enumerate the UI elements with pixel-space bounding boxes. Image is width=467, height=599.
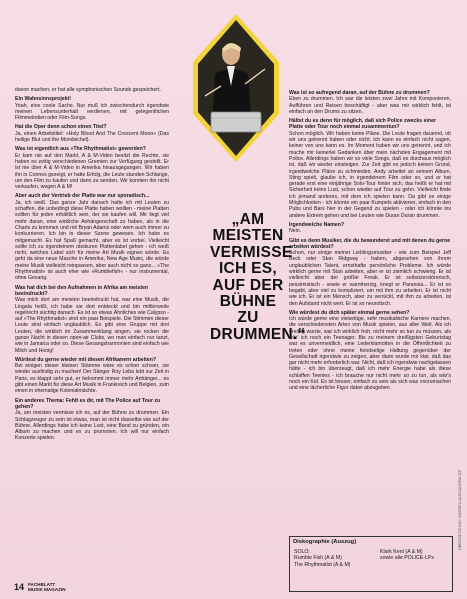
- qa-block: [15, 146, 169, 190]
- discography-item: Rumble Fish (A & M): [294, 555, 342, 562]
- qa-block: [15, 398, 169, 442]
- magazine-name: [28, 582, 66, 592]
- discography-item: SOLO:: [294, 549, 310, 555]
- discography-left-list: [294, 549, 351, 568]
- answer: Schon möglich. Wir haben keine Pläne. Die Leute fragen dauernd, ob wir uns getrennt haben oder nicht. Ich kann es einfach nicht sagen, keiner von uns kann es. Im Moment haben wir uns getrennt, und ich mache mir keinerlei Gedanken über mein nächstes Engagement mit Police. Allerdings haben wir so viele Songs, daß es durchaus möglich ist, daß wir wieder einsteigen. Zur Zeit gibt es jedoch keinen Grund, irgendwelche Pläne zu schmieden. Andy arbeitet an seinem Album, Sting spielt, glaube ich, in irgendeinem Film oder so, und er hat gerade erst eine einjährige Solo-Tour hinter sich, das heißt er hat mit Sicherheit keine Lust, schon wieder auf Tour zu gehn. Vielleicht finde ich jemand anderes, mit dem ich spielen kann. Da gibt es einige Möglichkeiten - ich könnte ein paar Kumpels aktivieren, einfach in den Pubs und Bars hier in der Gegend zu spielen - oder ich könnte ins andere Extrem gehen und bei Leuten wie Duran Duran drummen.: [289, 130, 451, 219]
- discography-title: Diskographie (Auszug): [293, 539, 357, 545]
- intro-paragraph: davon machen, er hat alle symphonischen Sounds gespeichert.: [15, 87, 161, 93]
- right-column: [289, 87, 451, 395]
- question: Ein anderes Thema: Fehlt es dir, mit The Police auf Tour zu gehen?: [15, 397, 161, 410]
- question: Ein Wahnsinnsprojekt!: [15, 96, 72, 103]
- magazine-name-line: MUSIK MAGAZIN: [28, 587, 66, 593]
- qa-block: [289, 310, 451, 392]
- answer: Nein.: [289, 228, 302, 235]
- answer: Eben zu drummen. Ich war die letzten zwei Jahre mit Komponieren, Aufführen und Reisen beschäftigt - aber was mir wirklich fehlt, ist einfach an den Drums zu sitzen.: [289, 96, 451, 115]
- left-column: [15, 87, 169, 445]
- answer: Bei einigen dieser kleinen Stämme wäre es schier schwer, sie wieder ausfindig zu machen! Der Sänger Roy Leba lebt zur Zeit in Paris, es klappt sehr gut, er bekommt immer mehr Anhänger... es gibt einen Markt für diese Art Musik in Frankreich und Belgien, zum einen in ehemalige Kolonialmächte.: [15, 363, 169, 395]
- question: Was hat dich bei den Aufnahmen in Afrika am meisten beeindruckt?: [15, 284, 149, 297]
- qa-block: [289, 222, 451, 235]
- answer: Was mich dort am meisten beeindruckt hat, war eine Musik, die Lingala heißt, ich habe sie dort entdeckt und bin mittlerweile regelrecht süchtig danach. Es ist so etwas Ähnliches wie Calypso - auf »The Rhythmatist« sind ein paar Beispiele. Die Stimmen dieser Leute sind einfach unglaublich. Es gibt eine Gruppe mit drei Leuten, die wirklich im Zusammenklang singen, sie rocken die ganze Nacht in diesen open-air Clubs, wo man einfach nur tanzt, wie in Jamaica oder so. Diese Gesangsharmonien sind einfach wie Milch und Honig!: [15, 297, 169, 354]
- qa-block: [289, 90, 451, 115]
- answer: Yeah, eine coole Sache. Nur muß ich zwischendurch irgendwie meinen Lebensunterhalt verdienen, mit gelegentlichen Filmmelodien oder Film-Songs.: [15, 102, 169, 122]
- qa-block: [15, 96, 169, 121]
- question: Gibt es denn Musiker, die du bewunderst und mit denen du gerne arbeiten würdest?: [289, 237, 451, 250]
- qa-block: [15, 357, 169, 395]
- question: Wie würdest du dich später einmal gerne sehen?: [289, 309, 410, 316]
- snare-drum-shape: [211, 112, 261, 132]
- answer: Ja, ich weiß. Das ganze Jahr danach hatte ich mit Leuten zu schaffen, die unbedingt diese Platte haben wollten - meine Platten sollten für jeden erhältlich sein, der sie kaufen will. Mir liegt viel mehr daran, eine wirkliche Anhängerschaft zu haben, als in die Charts zu kommen und mit Bryan Adams oder wem auch immer zu konkurrieren. Ich bin in dieser Szene gewesen. Ich habe es mitgemacht. Es hat Spaß gemacht, aber es ist vorbei. Vielleicht sollte ich zu irgendeinem obskuren Plattenlabel gehen - ich weiß nicht, welches Label sich für meine Art Musik eignen würde. Es geht da eine neue Masche in Amerika, New Age Music, die würde meine Musik vielleicht reinpassen, aber auch nicht so ganz... »The Rhythmatist« ist auch eher wie »Rumblefish« - nur instrumental, ohne Gesang.: [15, 199, 169, 282]
- answer: Er kam nie auf den Markt, A & M-Video besitzt die Rechte, sie haben es zeitig verschiedenen Gremien zur Verfügung gestellt. Er ist nie über A & M-Video in Amerika hinausgegangen. Wir haben ihn in Connes gezeigt, er hatte Erfolg, die Leute standen Schlange, um den Film zu kaufen und dann zu senden. Wir konnten ihn nicht verkaufen, wegen A & M!: [15, 152, 170, 191]
- question: Irgendwelche Namen?: [289, 221, 345, 228]
- discography-box: [289, 536, 453, 592]
- answer: Ja, am meisten vermisse ich es, auf der Bühne zu drummen. Ein Schlagzeuger zu sein ist etwas, man ist nicht dasselbe wie auf der Bühne. Allerdings habe ich keine Lust, eine Band zu gründen, ein Album zu machen und es zu promoten. Ich will nur einfach Konzerte spielen.: [15, 410, 169, 442]
- discography-item: The Rhythmatist (A & M): [294, 561, 351, 568]
- question: Hältst du es denn für möglich, daß sich Police zwecks einer Platte oder Tour noch einmal zusammentun?: [289, 118, 437, 131]
- pull-quote: „AM MEISTEN VERMISSE ICH ES, AUF DER BÜHNE ZU DRUMMEN.“: [210, 211, 306, 343]
- answer: Ich würde gerne eine vielseitige, sehr musikalische Karriere machen, die verschiedensten Arten von Musik spielen, aus aller Welt. Als ich dreißig wurde, war ich wirklich froh, nicht mehr so tun zu müssen, als wär' ich noch ein Teenager. Bis zu meinem dreißigsten Geburtstag war es unvermeidlich, eine Lederklamotten in die Öffentlichkeit zu treten oder ohne meine feindselige Haltung gegenüber der Gesellschaft irgendwie zu zeigen, aber dann wurde mir klar, daß das gar nicht mehr erforderlich war. Nicht, daß ich irgendwie nachgelassen hätte - ich bin überzeugt, daß ich mehr Energie habe als diese schlaffen Teenies - ich brauche nur nicht mehr so zu tun, als wär's noch ein Kid. Es ist besser, einfach zu sein als sich was vorzumachen und eine lächerliche Figur dabei abzugeben.: [289, 316, 451, 392]
- question: Was ist eigentlich aus »The Rhythmatist« geworden?: [15, 146, 146, 153]
- question: Würdest du gerne wieder mit diesen Afrikanern arbeiten?: [15, 356, 157, 363]
- answer: Schon, nur einige meiner Lieblingsmusiker - wie zum Beispiel Jeff Beck oder Stan Ridgway - haben, abgesehen von ihrem unglaublichen Talent, ernsthafte persönliche Probleme. Ich würde wirklich gerne mit Stan arbeiten, aber er ist ziemlich schwierig. Er ist vielleicht aber der größte Freak. Er ist selbstzerstörerisch, pessimistisch - sowie er warmherzig, kriegt er Paranoia... Er ist so begabt, aber viel zu kompliziert, um mit ihm zu arbeiten. Er ist nicht wie ich. Er ist ein Mensch, aber zu verrückt, mit ihm zu arbeiten, ist den Aufstand nicht wert. Er ist so neurotisch.: [289, 250, 451, 307]
- answer: Ja, einen Arbeitstitel: »Holy Blood And The Crescent Moon« (Das heilige Blut und the Mondsichel).: [15, 130, 169, 144]
- qa-block: [15, 285, 169, 354]
- qa-block: [15, 193, 169, 281]
- qa-block: [15, 124, 169, 143]
- question: Aber auch der Vertrieb der Platte war nur sporadisch...: [15, 193, 150, 200]
- magazine-name-line: FACHBLATT: [28, 582, 56, 587]
- discography-item: sowie alle POLICE-LPs: [380, 555, 434, 562]
- discography-right-list: [380, 549, 434, 562]
- page-number: 14: [14, 582, 25, 592]
- discography-item: Klark Kent (A & M): [380, 549, 423, 555]
- translation-credit: ÜBERSETZUNG: ANDREA ALEXANDRA ÖZ: [457, 470, 462, 551]
- question: Hat die Oper denn schon einen Titel?: [15, 124, 107, 131]
- question: Was ist so aufregend daran, auf der Bühne zu drummen?: [289, 90, 430, 96]
- qa-block: [289, 238, 451, 307]
- drummer-photo: [193, 14, 279, 162]
- qa-block: [289, 118, 451, 219]
